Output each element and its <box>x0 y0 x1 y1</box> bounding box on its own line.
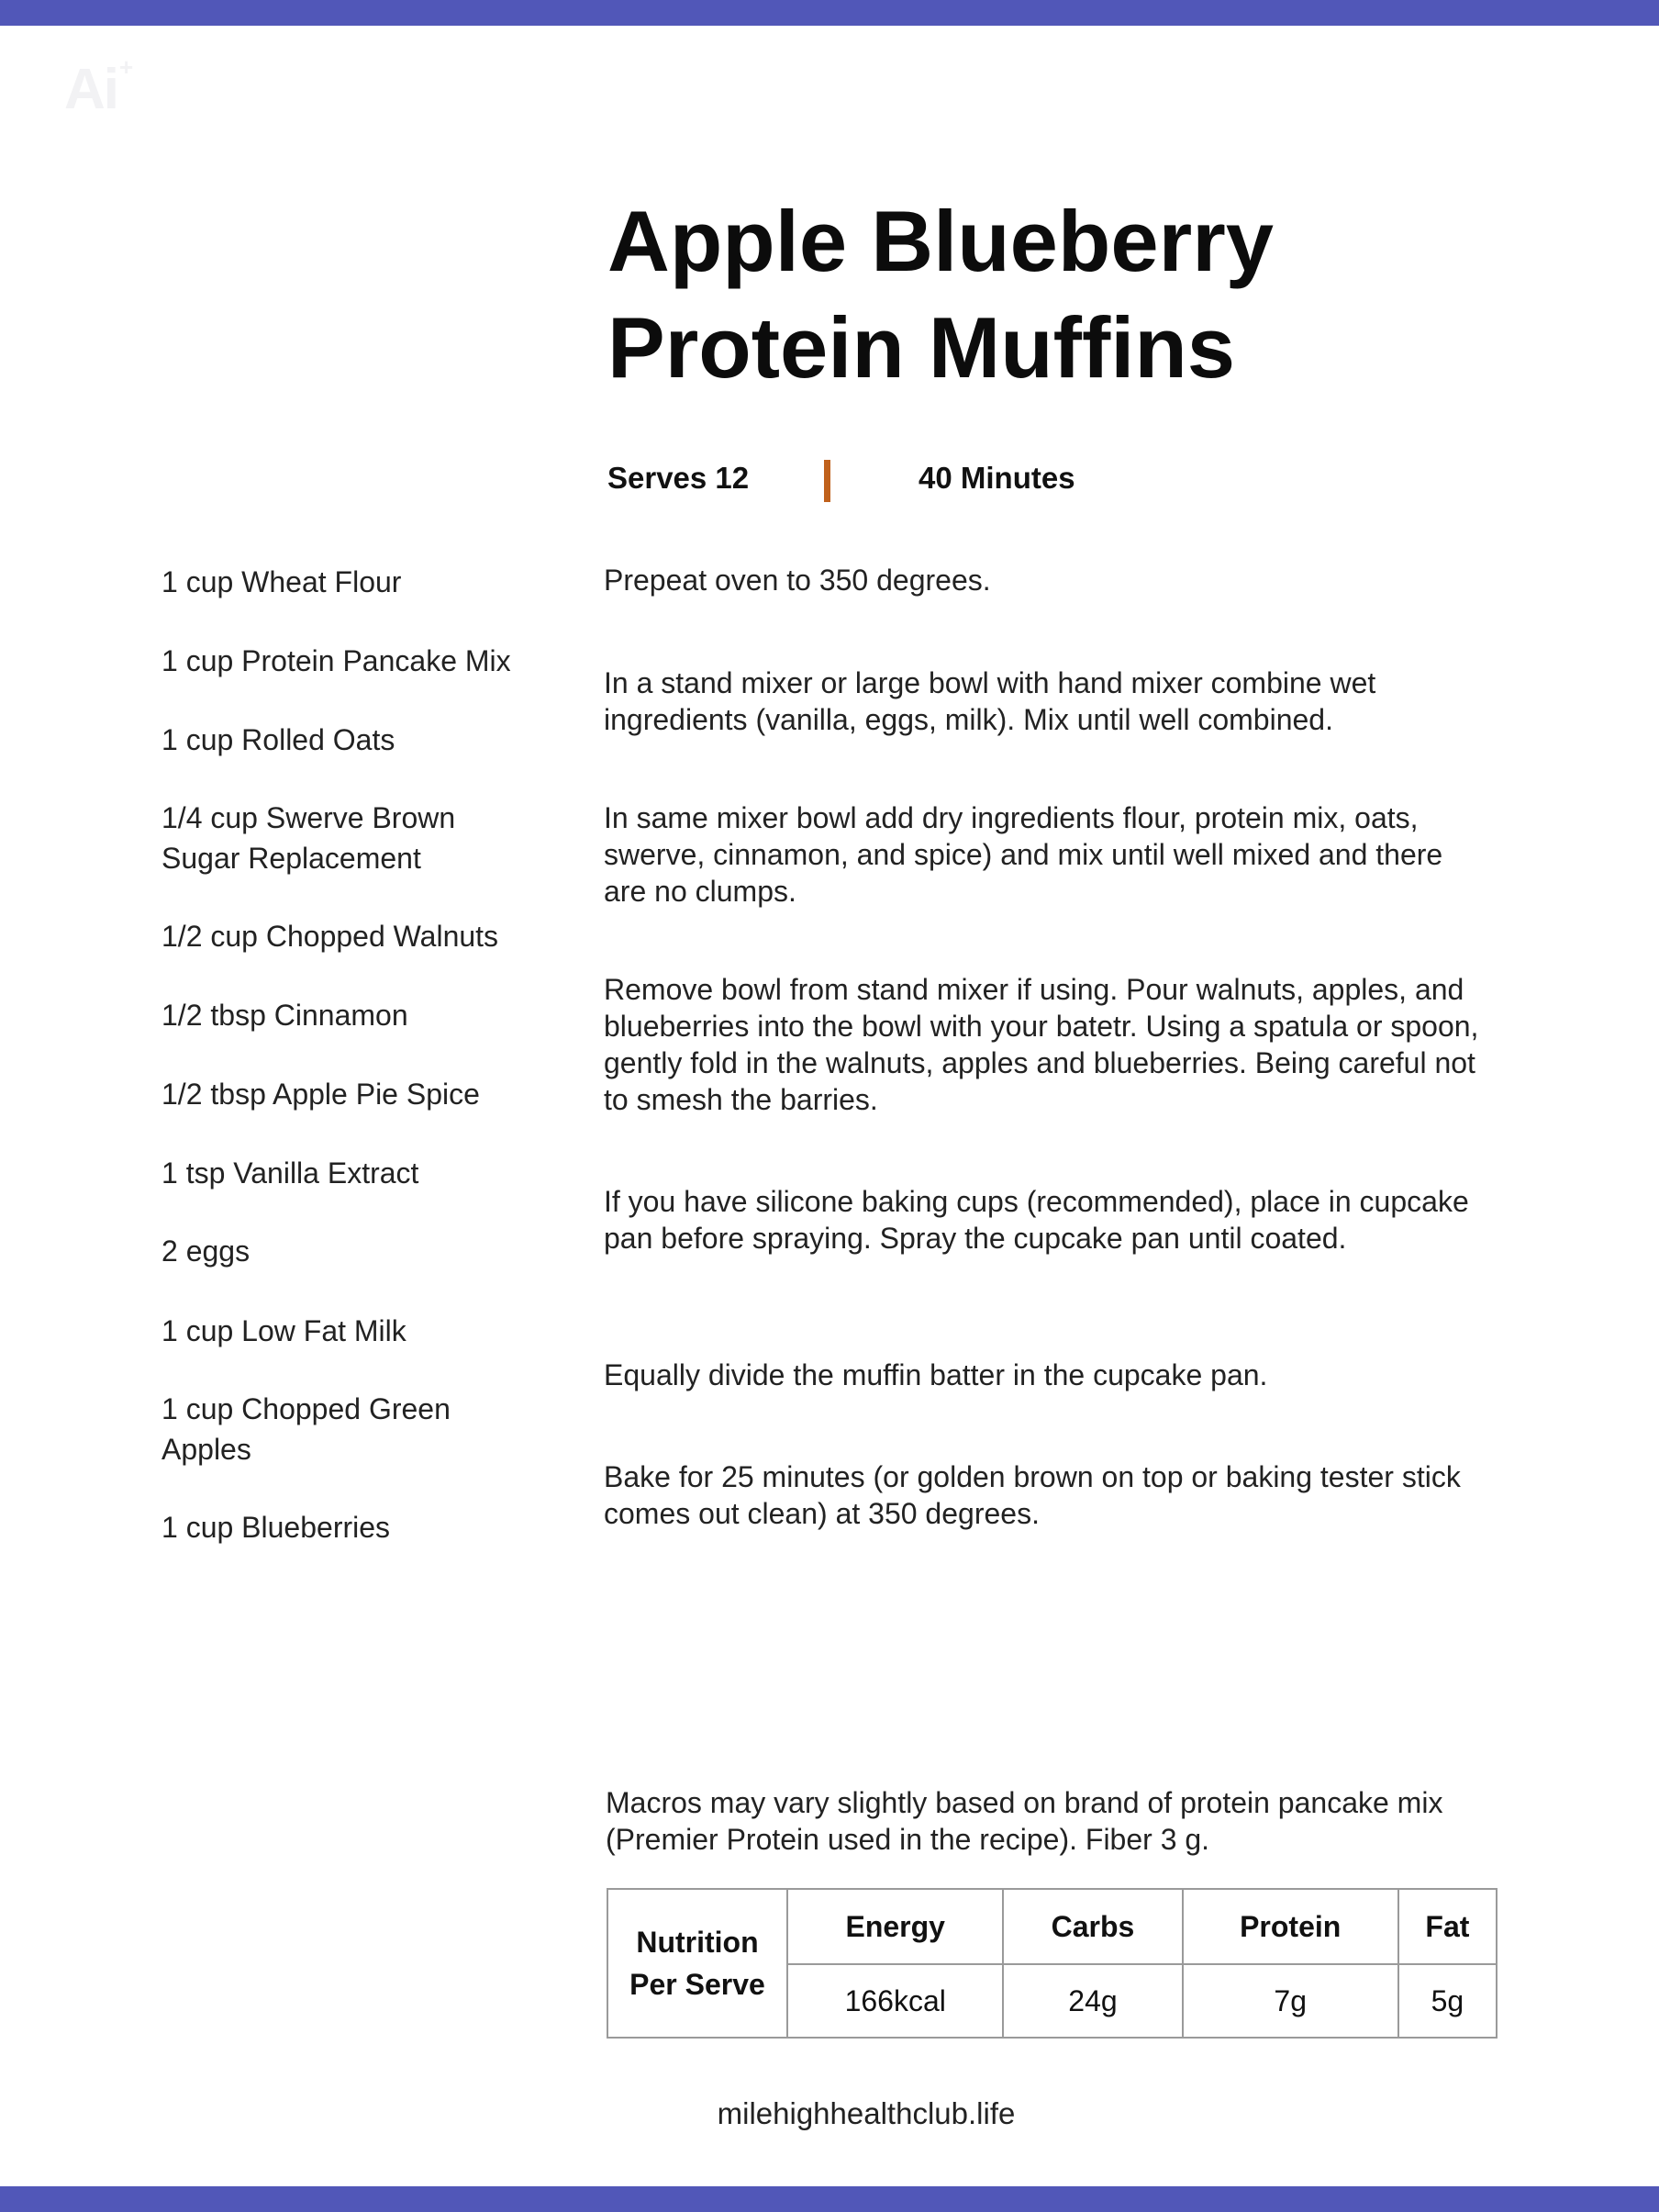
ingredient-item: 1 tsp Vanilla Extract <box>161 1156 419 1190</box>
top-band <box>0 0 1659 26</box>
protein-header: Protein <box>1183 1889 1398 1964</box>
footer-website: milehighhealthclub.life <box>717 2096 1016 2130</box>
ingredient-item: 1/4 cup Swerve Brown Sugar Replacement <box>161 801 456 875</box>
ingredient-item: 1/2 tbsp Cinnamon <box>161 999 408 1032</box>
fat-value: 5g <box>1398 1964 1497 2038</box>
time-label: 40 Minutes <box>919 461 1075 495</box>
ingredient-item: 1 cup Rolled Oats <box>161 723 395 756</box>
ingredient-item: 2 eggs <box>161 1234 251 1268</box>
instruction-step: Prepeat oven to 350 degrees. <box>604 564 991 597</box>
carbs-value: 24g <box>1003 1964 1182 2038</box>
instruction-step: In a stand mixer or large bowl with hand mixer combine wet ingredients (vanilla, eggs, milk). Mix until well combined. <box>604 666 1376 736</box>
recipe-title <box>607 188 1525 401</box>
macros-note: Macros may vary slightly based on brand of protein pancake mix (Premier Protein used in the recipe). Fiber 3 g. <box>606 1786 1443 1856</box>
protein-value: 7g <box>1183 1964 1398 2038</box>
nutrition-label-cell <box>607 1889 787 2038</box>
instruction-step: If you have silicone baking cups (recommended), place in cupcake pan before spraying. Spray the cupcake pan until coated. <box>604 1185 1469 1255</box>
fat-header: Fat <box>1398 1889 1497 1964</box>
ai-watermark-logo: Ai+ <box>64 53 132 121</box>
ingredient-item: 1 cup Blueberries <box>161 1511 391 1544</box>
ingredient-item: 1 cup Chopped Green Apples <box>161 1392 451 1466</box>
nutrition-label-line2: Per Serve <box>629 1968 765 2001</box>
energy-header: Energy <box>787 1889 1003 1964</box>
recipe-title-line2: Protein Muffins <box>607 299 1236 396</box>
instruction-step: Equally divide the muffin batter in the cupcake pan. <box>604 1358 1268 1391</box>
instruction-step: In same mixer bowl add dry ingredients flour, protein mix, oats, swerve, cinnamon, and spice) and mix until well mixed and there are no clumps. <box>604 801 1443 908</box>
ingredient-item: 1/2 tbsp Apple Pie Spice <box>161 1078 480 1111</box>
nutrition-table <box>607 1888 1498 2039</box>
bottom-band <box>0 2186 1659 2212</box>
nutrition-label-line1: Nutrition <box>636 1926 759 1959</box>
meta-divider <box>824 460 830 502</box>
ingredient-item: 1 cup Low Fat Milk <box>161 1314 406 1347</box>
nutrition-header-row <box>607 1889 1497 1964</box>
ingredient-item: 1 cup Protein Pancake Mix <box>161 644 511 677</box>
energy-value: 166kcal <box>787 1964 1003 2038</box>
carbs-header: Carbs <box>1003 1889 1182 1964</box>
ingredient-item: 1 cup Wheat Flour <box>161 565 402 598</box>
instruction-step: Bake for 25 minutes (or golden brown on top or baking tester stick comes out clean) at 350 degrees. <box>604 1460 1461 1530</box>
recipe-title-line1: Apple Blueberry <box>607 193 1275 289</box>
instruction-step: Remove bowl from stand mixer if using. Pour walnuts, apples, and blueberries into the bowl with your batetr. Using a spatula or spoon, gently fold in the walnuts, apples and blueberries. Being careful not to smesh the barries. <box>604 973 1479 1116</box>
ingredient-item: 1/2 cup Chopped Walnuts <box>161 920 499 953</box>
serves-label: Serves 12 <box>607 461 750 495</box>
